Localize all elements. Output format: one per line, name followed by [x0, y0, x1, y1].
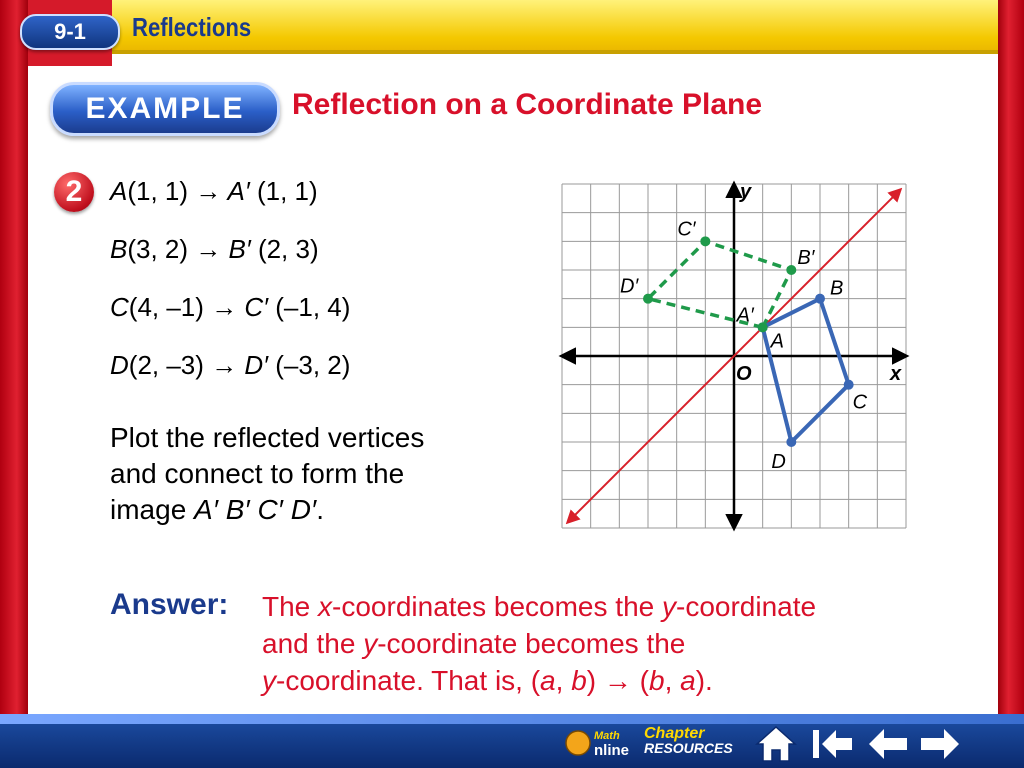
mapping-line: B(3, 2) → B′ (2, 3) — [110, 234, 319, 264]
image-vertex-label: C′ — [677, 218, 696, 241]
instruction-text: Plot the reflected vertices and connect to form the image A′ B′ C′ D′. — [110, 422, 425, 525]
step-number-badge: 2 — [54, 172, 94, 212]
image-vertex — [758, 322, 768, 332]
original-vertex — [844, 380, 854, 390]
image-vertex-label: A′ — [736, 304, 754, 327]
home-icon[interactable] — [754, 724, 798, 764]
example-title: Reflection on a Coordinate Plane — [292, 88, 763, 121]
globe-icon — [566, 731, 590, 755]
answer-label: Answer: — [110, 588, 229, 621]
previous-icon[interactable] — [866, 724, 910, 764]
lesson-number: 9-1 — [20, 14, 120, 50]
coordinate-plane — [556, 178, 912, 534]
mapping-line: C(4, –1) → C′ (–1, 4) — [110, 292, 351, 322]
image-polygon — [648, 241, 791, 327]
origin-label: O — [736, 363, 752, 385]
image-vertex-label: D′ — [620, 275, 639, 298]
first-slide-icon[interactable] — [810, 724, 854, 764]
left-border — [0, 0, 28, 768]
original-vertex — [815, 294, 825, 304]
mapping-line: D(2, –3) → D′ (–3, 2) — [110, 350, 351, 380]
original-vertex — [786, 437, 796, 447]
image-vertex — [786, 265, 796, 275]
chapter-resources-link[interactable]: Chapter RESOURCES — [644, 725, 733, 756]
image-vertex — [700, 236, 710, 246]
svg-text:nline: nline — [594, 742, 630, 759]
original-vertex-label: A — [770, 330, 785, 353]
math-online-link[interactable] — [562, 726, 634, 760]
right-border — [998, 0, 1024, 768]
next-icon[interactable] — [918, 724, 962, 764]
original-vertex-label: D — [771, 451, 786, 473]
answer-text: The x-coordinates becomes the y-coordinate and the y-coordinate becomes the y-coordinate. That is, (a, b) → (b, a). — [262, 591, 817, 696]
image-vertex-label: B′ — [797, 247, 815, 269]
y-axis-label: y — [740, 181, 752, 203]
image-vertex — [643, 294, 653, 304]
x-axis-label: x — [890, 363, 902, 385]
example-badge: EXAMPLE — [50, 82, 280, 136]
original-vertex-label: B — [830, 277, 844, 300]
original-vertex-label: C — [852, 391, 868, 414]
lesson-title: Reflections — [132, 12, 252, 42]
mapping-line: A(1, 1) → A′ (1, 1) — [110, 176, 318, 206]
original-polygon — [763, 299, 849, 442]
svg-text:Math: Math — [594, 730, 620, 742]
